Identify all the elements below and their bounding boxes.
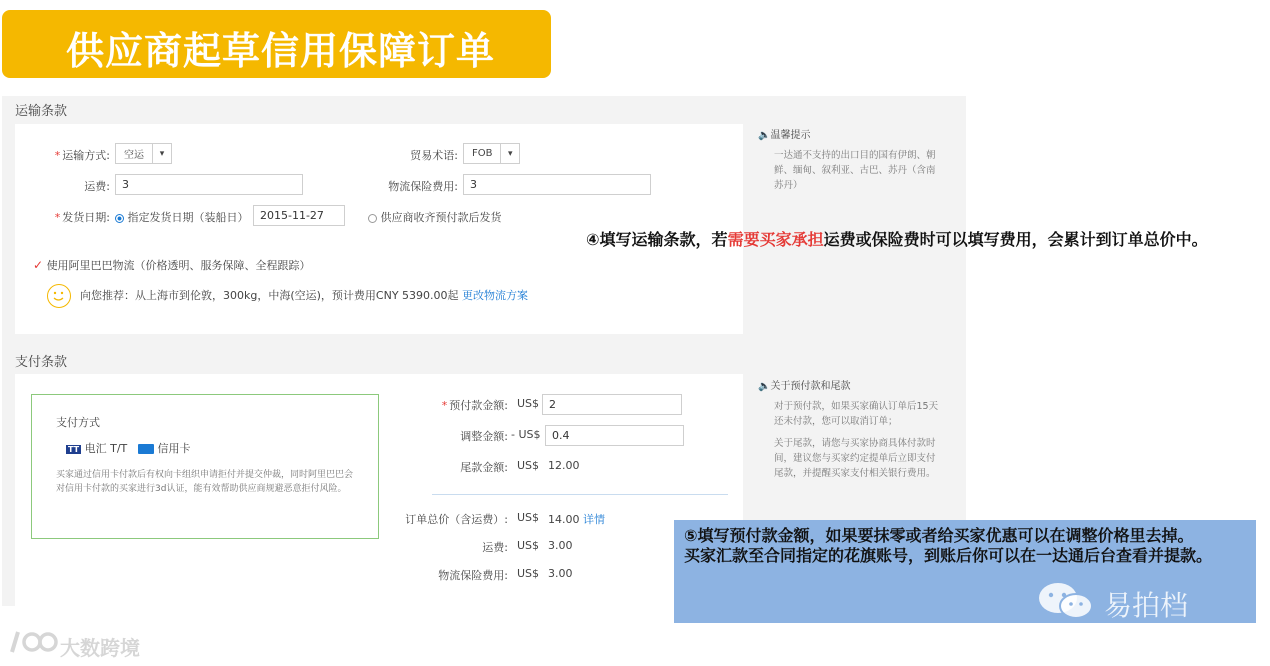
page-title: 供应商起草信用保障订单 bbox=[66, 29, 496, 73]
smiley-icon bbox=[47, 284, 71, 308]
shipping-tip-title: 🔈温馨提示 bbox=[758, 130, 811, 141]
insurance-label: 物流保险费用: bbox=[388, 180, 458, 193]
prepay-label: * 预付款金额: bbox=[441, 399, 508, 412]
bank-transfer-icon: TT bbox=[68, 445, 80, 454]
payment-tip-title: 🔈关于预付款和尾款 bbox=[758, 381, 851, 392]
adjust-label: 调整金额: bbox=[460, 430, 508, 443]
payment-freight-currency: US$ bbox=[517, 539, 540, 552]
change-logistics-link[interactable]: 更改物流方案 bbox=[462, 289, 529, 302]
wechat-icon bbox=[1034, 580, 1098, 628]
ship-option-after-prepay[interactable]: 供应商收齐预付款后发货 bbox=[368, 209, 502, 225]
callout-payment: ⑤填写预付款金额，如果要抹零或者给买家优惠可以在调整价格里去掉。 买家汇款至合同指定的花旗账号，到账后你可以在一达通后台查看并提款。 bbox=[674, 520, 1256, 623]
shipping-method-select[interactable]: 空运 ▾ bbox=[115, 143, 172, 164]
payment-freight-label: 运费: bbox=[482, 541, 508, 554]
payment-section-title: 支付条款 bbox=[15, 355, 68, 370]
ship-option-specified[interactable]: 指定发货日期（装船日） bbox=[115, 209, 249, 225]
payment-method-card[interactable]: 信用卡 bbox=[138, 440, 191, 456]
balance-label: 尾款金额: bbox=[460, 461, 508, 474]
radio-unselected-icon bbox=[368, 214, 377, 223]
total-details-link[interactable]: 详情 bbox=[583, 513, 605, 526]
trade-term-label: 贸易术语: bbox=[410, 149, 458, 162]
payment-method-tt[interactable]: TT 电汇 T/T bbox=[68, 442, 128, 455]
freight-label: 运费: bbox=[84, 180, 110, 193]
payment-insurance-value: 3.00 bbox=[548, 567, 573, 580]
logistics-recommendation: 向您推荐：从上海市到伦敦，300kg，中海(空运)，预计费用CNY 5390.00起 更改物流方案 bbox=[80, 289, 529, 302]
total-label: 订单总价（含运费）: bbox=[405, 513, 508, 526]
freight-input[interactable]: 3 bbox=[115, 174, 303, 195]
balance-value: 12.00 bbox=[548, 459, 580, 472]
shipping-section-title: 运输条款 bbox=[15, 104, 68, 119]
ship-date-label: * 发货日期: bbox=[54, 211, 110, 224]
divider bbox=[432, 494, 728, 495]
alibaba-logistics-checkbox[interactable]: ✓ 使用阿里巴巴物流（价格透明、服务保障、全程跟踪） bbox=[33, 258, 311, 272]
speaker-icon: 🔈 bbox=[758, 130, 771, 141]
ship-date-input[interactable]: 2015-11-27 bbox=[253, 205, 345, 226]
adjust-currency: - US$ bbox=[511, 428, 541, 441]
payment-tip-body1: 对于预付款，如果买家确认订单后15天还未付款，您可以取消订单； bbox=[774, 401, 939, 427]
radio-selected-icon bbox=[115, 214, 124, 223]
shipping-method-label: * 运输方式: bbox=[54, 149, 110, 162]
payment-method-note: 买家通过信用卡付款后有权向卡组织申请拒付并提交仲裁，同时阿里巴巴会对信用卡付款的买家进行3d认证，能有效帮助供应商规避恶意拒付风险。 bbox=[56, 470, 354, 494]
callout-shipping: ④填写运输条款，若需要买家承担运费或保险费时可以填写费用，会累计到订单总价中。 bbox=[586, 230, 1208, 249]
trade-term-select[interactable]: FOB ▾ bbox=[463, 143, 520, 164]
insurance-input[interactable]: 3 bbox=[463, 174, 651, 195]
total-value: 14.00 详情 bbox=[548, 513, 605, 526]
payment-insurance-currency: US$ bbox=[517, 567, 540, 580]
balance-currency: US$ bbox=[517, 459, 540, 472]
checkmark-icon: ✓ bbox=[33, 258, 44, 272]
brand-watermark: 大数跨境 bbox=[60, 636, 140, 660]
chevron-down-icon: ▾ bbox=[152, 144, 171, 163]
prepay-input[interactable]: 2 bbox=[542, 394, 682, 415]
wechat-watermark: 易拍档 bbox=[1104, 589, 1189, 622]
chevron-down-icon: ▾ bbox=[500, 144, 519, 163]
credit-card-icon bbox=[138, 444, 154, 454]
speaker-icon: 🔈 bbox=[758, 381, 771, 392]
brand-logo-icon bbox=[8, 628, 58, 660]
shipping-tip-body: 一达通不支持的出口目的国有伊朗、朝鲜、缅甸、叙利亚、古巴、苏丹（含南苏丹） bbox=[774, 150, 936, 191]
payment-tip-body2: 关于尾款，请您与买家协商具体付款时间，建议您与买家约定提单后立即支付尾款，并提醒买家支付相关银行费用。 bbox=[774, 438, 936, 479]
payment-freight-value: 3.00 bbox=[548, 539, 573, 552]
payment-method-title: 支付方式 bbox=[56, 416, 100, 429]
prepay-currency: US$ bbox=[517, 397, 540, 410]
payment-insurance-label: 物流保险费用: bbox=[438, 569, 508, 582]
adjust-input[interactable]: 0.4 bbox=[545, 425, 684, 446]
total-currency: US$ bbox=[517, 511, 540, 524]
